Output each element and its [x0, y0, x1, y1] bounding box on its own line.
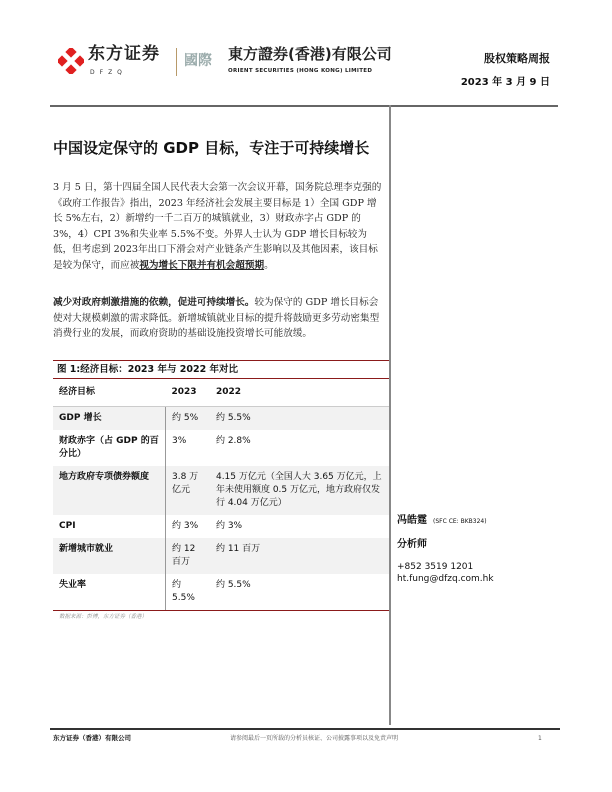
main-column [53, 138, 389, 621]
cell-2022: 约 5.5% [210, 406, 389, 430]
figure-1 [53, 360, 389, 621]
footer-rule [50, 728, 560, 730]
cell-2023: 3% [172, 435, 187, 446]
para2-text: 较为保守的 GDP 增长目标会使对大规模刺激的需求降低。新增城镇就业目标的提升将鼓励更多劳动密集型消费行业的发展，而政府资助的基础设施投资增长可能放缓。 [53, 297, 380, 339]
row-label: 地方政府专项债券额度 [53, 466, 166, 515]
column-divider [389, 105, 391, 725]
dfzq-logo-icon [58, 48, 84, 74]
cell-2023: 约 5% [166, 406, 210, 430]
brand-name: 东方证券 [88, 44, 160, 64]
page-number: 1 [538, 735, 542, 742]
analyst-email[interactable]: ht.fung@dfzq.com.hk [397, 574, 494, 584]
table-row [53, 515, 389, 538]
page-title: 中国设定保守的 GDP 目标，专注于可持续增长 [53, 139, 370, 157]
cell-2022: 约 5.5% [210, 574, 389, 611]
analyst-phone: +852 3519 1201 [397, 562, 474, 572]
targets-table [53, 379, 389, 611]
cell-2023: 约 12 百万 [166, 538, 210, 574]
table-row [53, 406, 389, 430]
table-row [53, 466, 389, 515]
footer-company: 东方证券（香港）有限公司 [53, 734, 131, 742]
intl-label: 國際 [184, 53, 212, 69]
figure-title: 图 1:经济目标：2023 年与 2022 年对比 [53, 360, 389, 379]
report-date: 2023 年 3 月 9 日 [460, 77, 550, 88]
logo-divider [176, 48, 177, 76]
analyst-column [397, 514, 557, 585]
cell-2022: 约 11 百万 [210, 538, 389, 574]
header-cell: 2022 [210, 379, 389, 407]
footer-disclaimer: 请参阅最后一页所载的分析员核证、公司披露事项以及免责声明 [230, 735, 399, 742]
row-label: 新增城市就业 [53, 538, 166, 574]
para2-lead: 减少对政府刺激措施的依赖，促进可持续增长。 [53, 297, 255, 308]
company-name-zh: 東方證券(香港)有限公司 [228, 45, 392, 63]
table-header [53, 379, 389, 407]
cell-2023: 约 3% [172, 520, 199, 531]
header-rule [50, 105, 558, 107]
analyst-license: (SFC CE: BKB324) [433, 518, 487, 525]
analyst-name [397, 514, 557, 529]
row-label: 失业率 [53, 574, 166, 611]
analyst-role: 分析师 [397, 539, 427, 550]
para1-end: 。 [264, 259, 274, 271]
cell-2023: 约 5.5% [166, 574, 210, 611]
cell-2023: 3.8 万亿元 [166, 466, 210, 515]
table-row [53, 574, 389, 611]
analyst-name-text: 冯皓霆 [397, 515, 427, 526]
brand-sub: DFZQ [90, 69, 127, 76]
report-type: 股权策略周报 [484, 52, 550, 65]
cell-2022: 约 2.8% [215, 435, 251, 446]
company-name-en: ORIENT SECURITIES (HONG KONG) LIMITED [228, 68, 373, 74]
row-label: 财政赤字（占 GDP 的百分比） [53, 430, 166, 466]
figure-source: 数据来源：彭博，东方证券（香港） [59, 613, 148, 620]
paragraph-1 [53, 180, 383, 273]
cell-2022: 4.15 万亿元（全国人大 3.65 万亿元，上年未使用额度 0.5 万亿元，地方政府仅发行 4.04 万亿元） [210, 466, 389, 515]
row-label: GDP 增长 [53, 406, 166, 430]
para1-text: 3 月 5 日，第十四届全国人民代表大会第一次会议开幕，国务院总理李克强的《政府工作报告》指出，2023 年经济社会发展主要目标是 1）全国 GDP 增长 5%左右，2）新增约一千二百万的城镇就业，3）财政赤字占 GDP 的 3%，4）CPI 3%和失业率 5.5%不变。外界人士认为 GDP 增长目标较为低，但考虑到 2023年出口下滑会对产业链条产生影响以及其他因素，该目标是较为保守，而应被 [53, 182, 382, 271]
header-cell: 经济目标 [53, 379, 166, 407]
para1-emphasis: 视为增长下限并有机会超预期 [139, 259, 265, 271]
cell-2022: 约 3% [215, 520, 243, 531]
row-label: CPI [53, 515, 166, 538]
paragraph-2 [53, 295, 383, 342]
table-row [53, 538, 389, 574]
analyst-contact [397, 561, 557, 585]
header-cell: 2023 [166, 379, 210, 407]
table-row [53, 430, 389, 466]
